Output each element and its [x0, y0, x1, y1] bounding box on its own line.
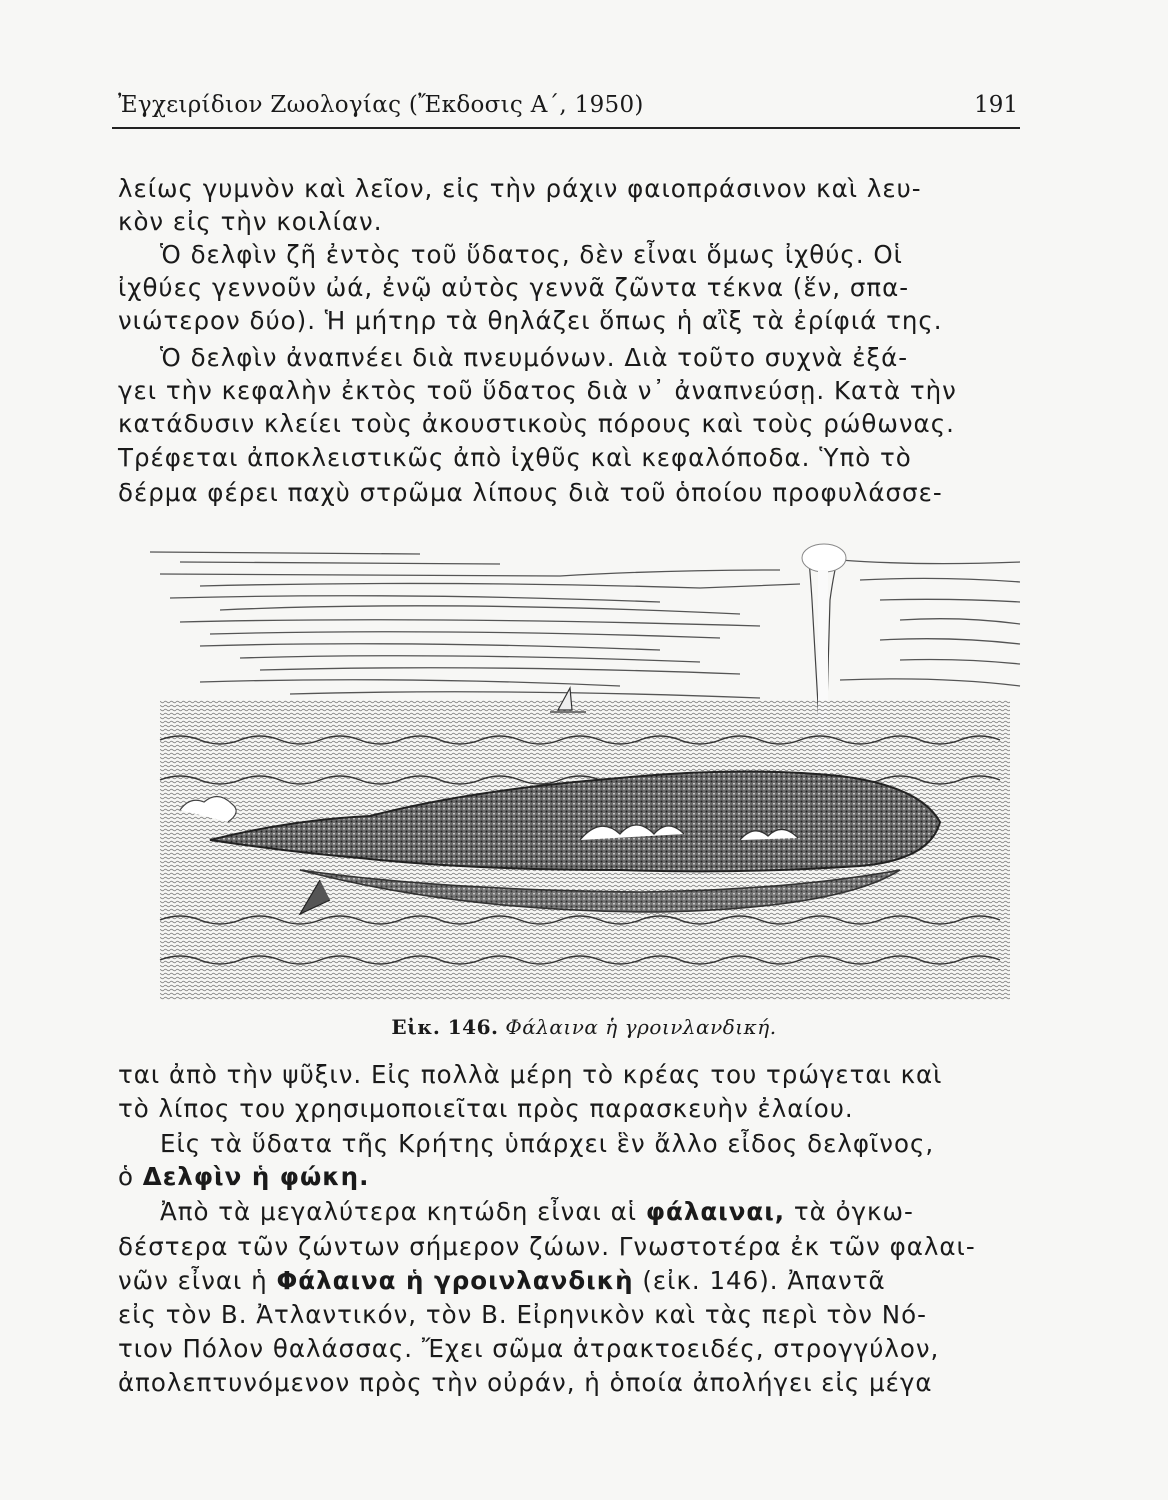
text-fragment: νῶν εἶναι ἡ: [118, 1266, 277, 1295]
figure-caption: [0, 1015, 1168, 1039]
text-line: ἰχθύες γεννοῦν ὠά, ἐνῷ αὐτὸς γεννᾶ ζῶντα τέκνα (ἕν, σπα-: [118, 273, 910, 302]
text-line: [118, 1264, 1028, 1298]
text-line: [160, 1195, 1070, 1229]
figure-caption-text: Φάλαινα ἡ γροινλανδική.: [505, 1015, 777, 1039]
text-line: τὸ λίπος του χρησιμοποιεῖται πρὸς παρασκευὴν ἐλαίου.: [118, 1094, 854, 1123]
page-number: 191: [974, 92, 1018, 118]
species-term: Φάλαινα ἡ γροινλανδικὴ: [276, 1266, 634, 1295]
sky-clouds: [150, 552, 1020, 698]
text-line: Ὁ δελφὶν ἀναπνέει διὰ πνευμόνων. Διὰ τοῦτο συχνὰ ἐξά-: [160, 343, 909, 372]
text-line: νιώτερον δύο). Ἡ μήτηρ τὰ θηλάζει ὅπως ἡ αἲξ τὰ ἐρίφιά της.: [118, 306, 943, 335]
text-line: ἀπολεπτυνόμενον πρὸς τὴν οὐράν, ἡ ὁποία ἀπολήγει εἰς μέγα: [118, 1368, 933, 1397]
text-fragment: Ἀπὸ τὰ μεγαλύτερα κητώδη εἶναι αἱ: [160, 1197, 646, 1226]
text-line: κὸν εἰς τὴν κοιλίαν.: [118, 207, 383, 236]
text-line: Εἰς τὰ ὕδατα τῆς Κρήτης ὑπάρχει ἓν ἄλλο εἶδος δελφῖνος,: [160, 1129, 935, 1158]
text-line: Ὁ δελφὶν ζῆ ἐντὸς τοῦ ὕδατος, δὲν εἶναι ὅμως ἰχθύς. Οἱ: [160, 240, 903, 269]
species-term: Δελφὶν ἡ φώκη.: [142, 1162, 370, 1191]
text-line: λείως γυμνὸν καὶ λεῖον, εἰς τὴν ράχιν φαιοπράσινον καὶ λευ-: [118, 174, 922, 203]
text-fragment: ὁ: [118, 1162, 143, 1191]
text-line: εἰς τὸν Β. Ἀτλαντικόν, τὸν Β. Εἰρηνικὸν καὶ τὰς περὶ τὸν Νό-: [118, 1300, 927, 1329]
text-fragment: τὰ ὀγκω-: [785, 1197, 914, 1226]
header-rule: [112, 127, 1020, 129]
text-line: [118, 1160, 1028, 1194]
text-line: κατάδυσιν κλείει τοὺς ἀκουστικοὺς πόρους καὶ τοὺς ρώθωνας.: [118, 409, 955, 438]
text-line: γει τὴν κεφαλὴν ἐκτὸς τοῦ ὕδατος διὰ ν᾽ ἀναπνεύσῃ. Κατὰ τὴν: [118, 376, 957, 405]
text-line: δέρμα φέρει παχὺ στρῶμα λίπους διὰ τοῦ ὁποίου προφυλάσσε-: [118, 478, 943, 507]
text-line: τιον Πόλον θαλάσσας. Ἔχει σῶμα ἀτρακτοειδές, στρογγύλον,: [118, 1334, 940, 1363]
running-header: [118, 92, 1018, 128]
group-term: φάλαιναι,: [645, 1197, 786, 1226]
whale-illustration: [140, 540, 1030, 1010]
text-line: δέστερα τῶν ζώντων σήμερον ζώων. Γνωστοτέρα ἐκ τῶν φαλαι-: [118, 1232, 976, 1261]
text-line: Τρέφεται ἀποκλειστικῶς ἀπὸ ἰχθῦς καὶ κεφαλόποδα. Ὑπὸ τὸ: [118, 443, 912, 472]
text-line: ται ἀπὸ τὴν ψῦξιν. Εἰς πολλὰ μέρη τὸ κρέας του τρώγεται καὶ: [118, 1060, 943, 1089]
figure-label: Εἰκ. 146.: [391, 1015, 499, 1039]
book-title: Ἐγχειρίδιον Ζωολογίας (Ἔκδοσις Α΄, 1950): [118, 92, 644, 118]
text-fragment: (εἰκ. 146). Ἀπαντᾶ: [633, 1266, 886, 1295]
